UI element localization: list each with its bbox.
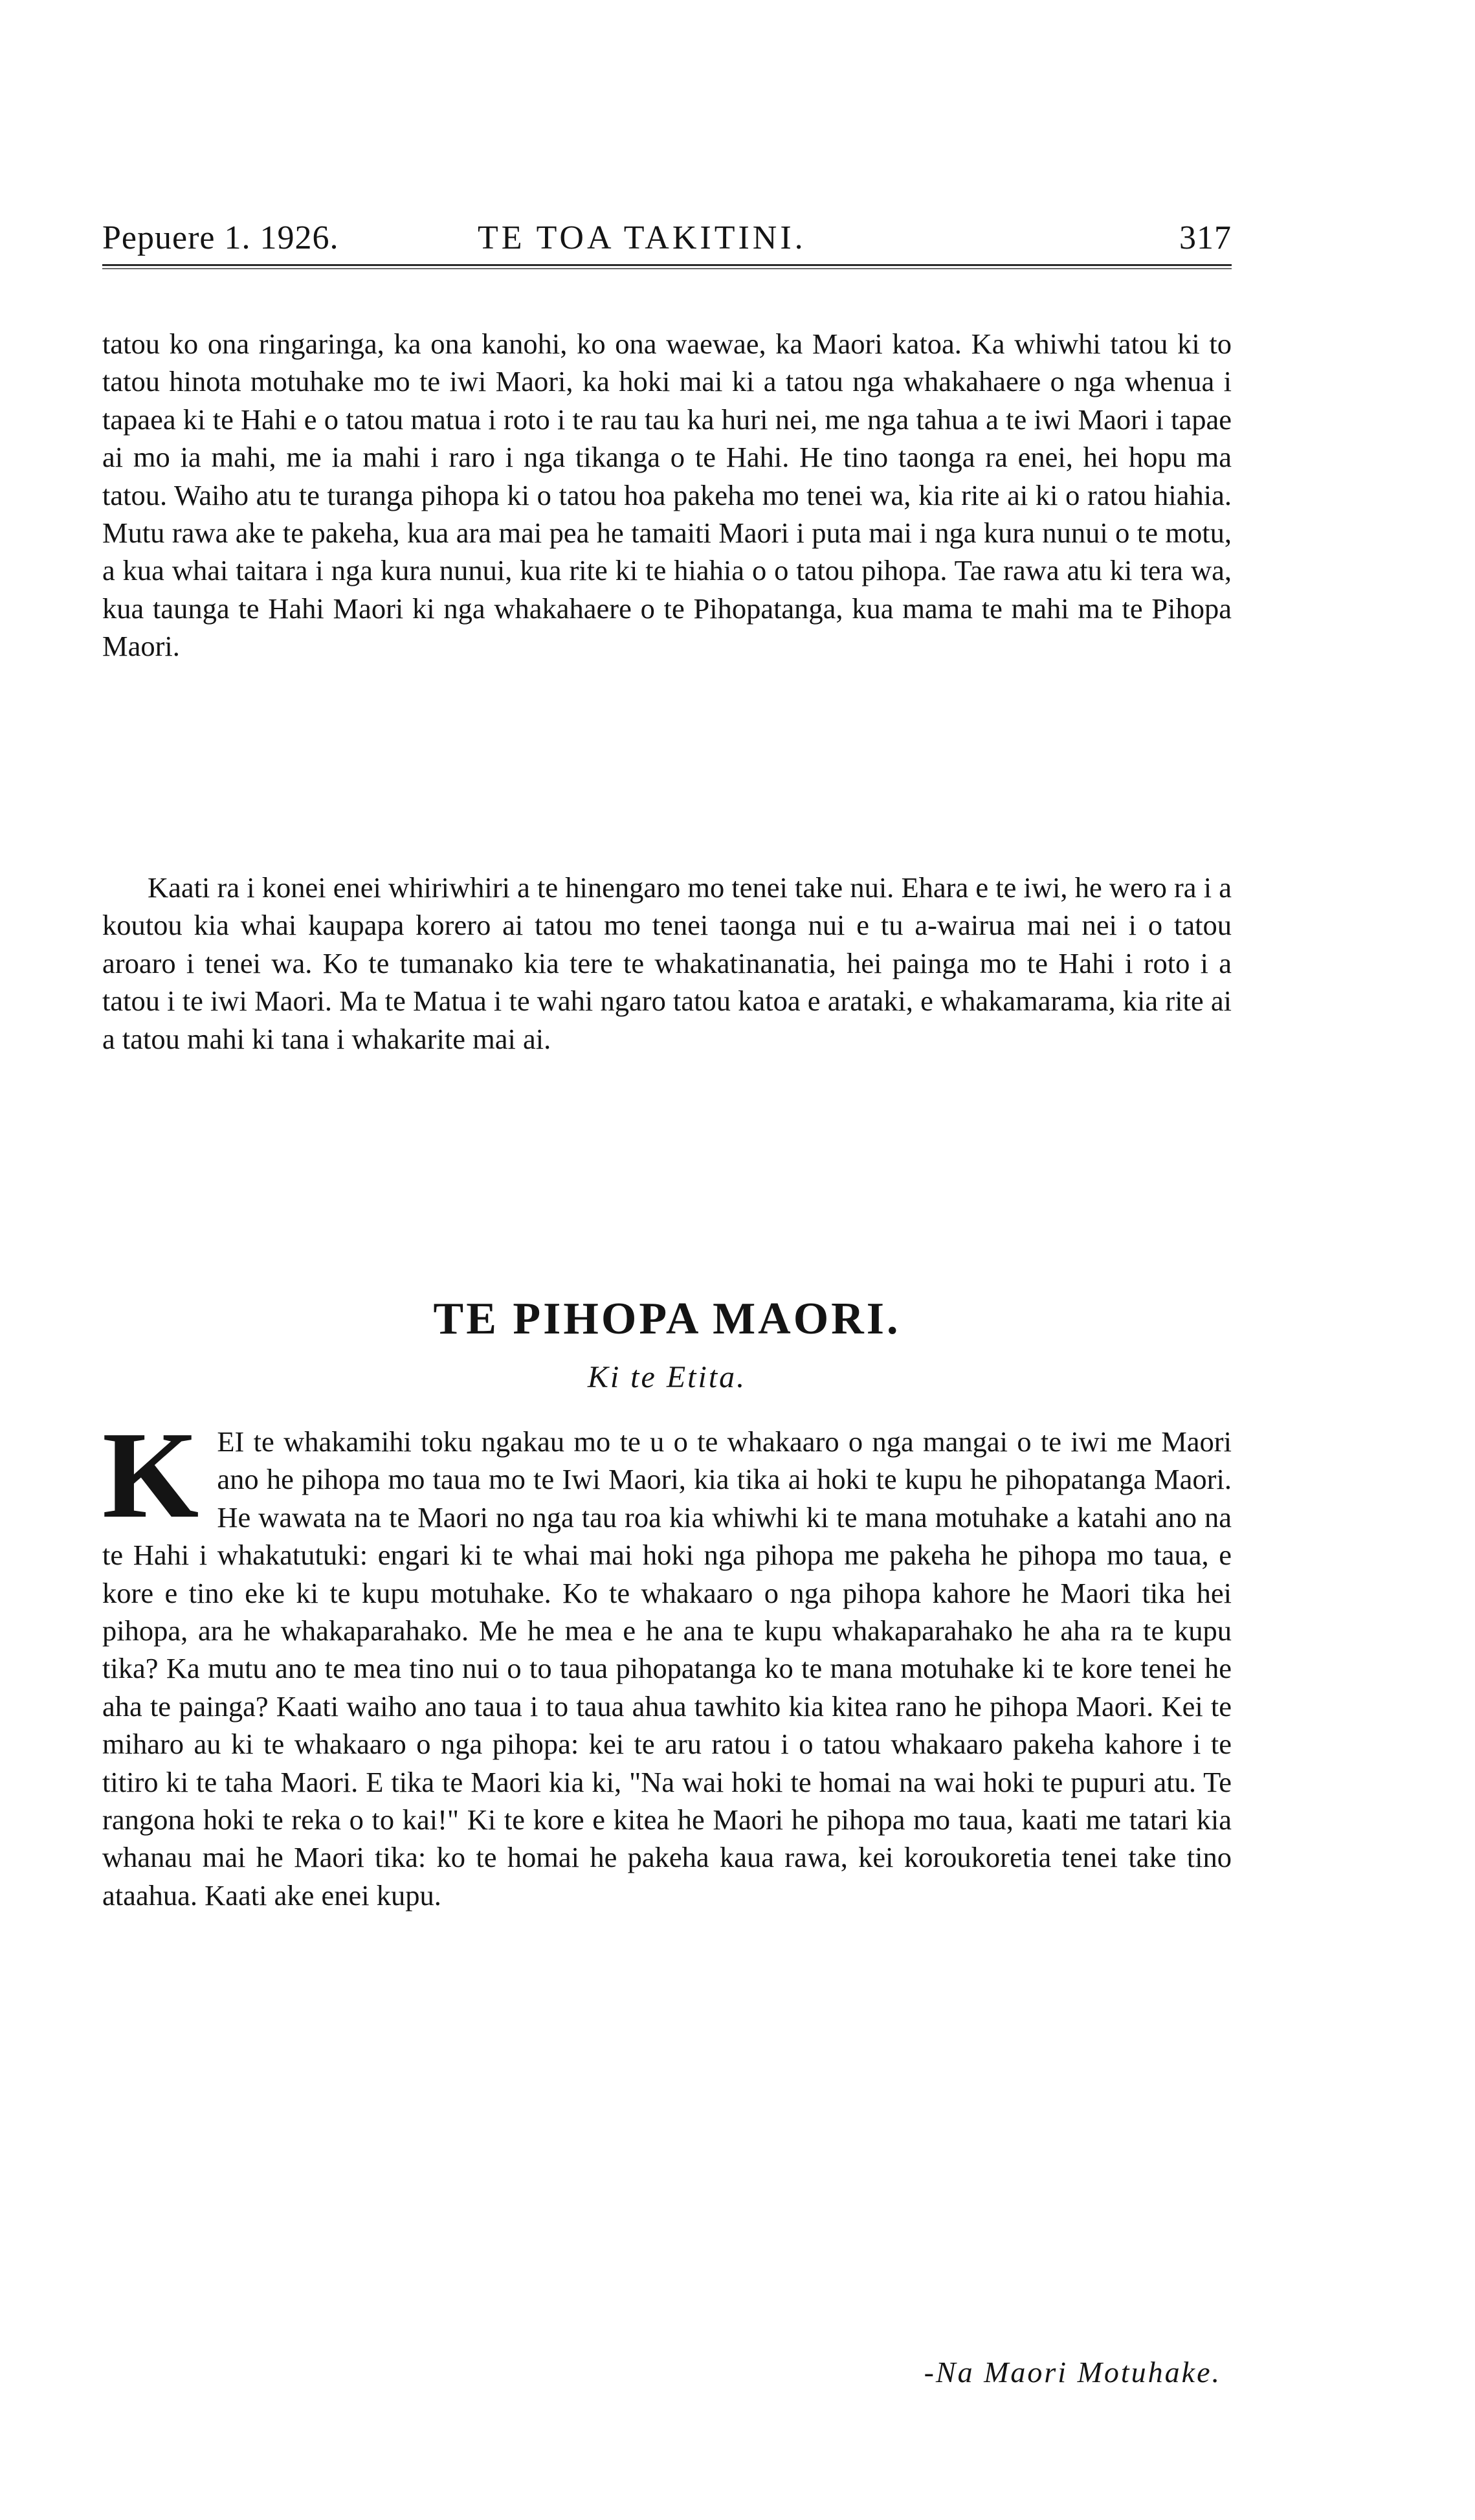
issue-date: Pepuere 1. 1926.: [102, 219, 339, 256]
paragraph-closing: Kaati ra i konei enei whiriwhiri a te hinengaro mo tenei take nui. Ehara e te iwi, he wero ra i a koutou kia whai kaupapa korero ai tatou mo tenei taonga nui e tu a-wairua mai nei i o tatou aroaro i tenei wa. Ko te tumanako kia tere te whakatinanatia, hei painga mo te Hahi i roto i a tatou i te iwi Maori. Ma te Matua i te wahi ngaro tatou katoa e arataki, e whakamarama, kia rite ai a tatou mahi ki tana i whakarite mai ai.: [102, 871, 1232, 1055]
page-number: 317: [1179, 219, 1232, 256]
header-rule: [102, 264, 1232, 269]
publication-title: TE TOA TAKITINI.: [478, 219, 806, 256]
article-signature: -Na Maori Motuhake.: [924, 2356, 1221, 2389]
article-title: TE PIHOPA MAORI.: [433, 1294, 901, 1344]
drop-cap: K: [102, 1406, 199, 1544]
paragraph-continued: tatou ko ona ringaringa, ka ona kanohi, ko ona waewae, ka Maori katoa. Ka whiwhi tatou ki to tatou hinota motuhake mo te iwi Maori, ka hoki mai ki a tatou nga whakahaere o nga whenua i tapaea ki te Hahi e o tatou matua i roto i te rau tau ka huri nei, me nga tahua a te iwi Maori i tapae ai mo ia mahi, me ia mahi i raro i nga tikanga o te Hahi. He tino taonga ra enei, hei hopu ma tatou. Waiho atu te turanga pihopa ki o tatou hoa pakeha mo tenei wa, kia rite ai ki o ratou hiahia. Mutu rawa ake te pakeha, kua ara mai pea he tamaiti Maori i puta mai i nga kura nunui o te motu, a kua whai taitara i nga kura nunui, kua rite ki te hiahia o o tatou pihopa. Tae rawa atu ki tera wa, kua taunga te Hahi Maori ki nga whakahaere o te Pihopatanga, kua mama te mahi ma te Pihopa Maori.: [102, 328, 1232, 663]
running-header: [102, 219, 1232, 264]
article-subtitle: Ki te Etita.: [587, 1360, 747, 1394]
article-body: [102, 1406, 1232, 1914]
article-body-text: EI te whakamihi toku ngakau mo te u o te whakaaro o nga mangai o te iwi me Maori ano he pihopa mo taua mo te Iwi Maori, kia tika ai hoki te kupu he pihopatanga Maori. He wawata na te Maori no nga tau roa kia whiwhi ki te mana motuhake a katahi ano na te Hahi i whakatutuki: engari ki te whai mai hoki nga pihopa me pakeha he pihopa mo taua, e kore e tino eke ki te kupu motuhake. Ko te whakaaro o nga pihopa kahore he Maori tika hei pihopa, ara he whakaparahako. Me he mea e he ana te kupu whakaparahako he aha ra te kupu tika? Ka mutu ano te mea tino nui o to taua pihopatanga ko te mana motuhake ki te kore tenei he aha te painga? Kaati waiho ano taua i to taua ahua tawhito kia kitea rano he pihopa Maori. Kei te miharo au ki te whakaaro o nga pihopa: kei te aru ratou i o tatou whakaaro pakeha kahore i te titiro ki te taha Maori. E tika te Maori kia ki, "Na wai hoki te homai na wai hoki te pupuri atu. Te rangona hoki te reka o to kai!" Ki te kore e kitea he Maori he pihopa mo taua, kaati me tatari kia whanau mai he Maori tika: ko te homai he pakeha kaua rawa, kei koroukoretia tenei take tino ataahua. Kaati ake enei kupu.: [102, 1425, 1232, 1912]
